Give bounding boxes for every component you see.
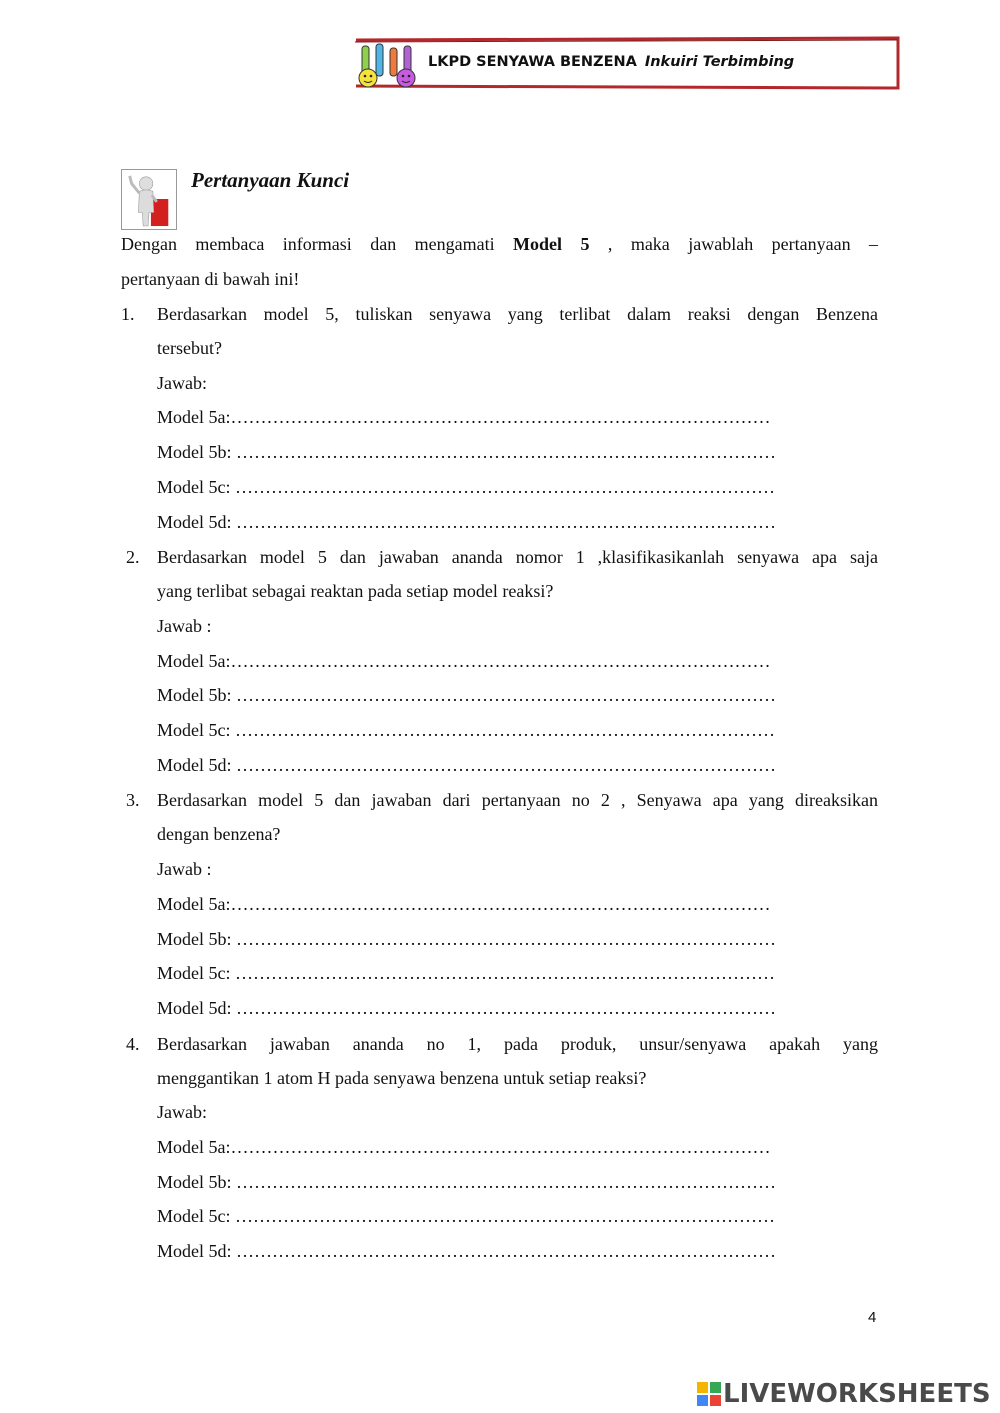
watermark-text: LIVEWORKSHEETS [723,1379,991,1409]
answer-line[interactable]: Model 5d: ……………………………………………………………………………… [157,1241,776,1261]
question-2-line-2: yang terlibat sebagai reaktan pada setiap model reaksi? [157,581,554,601]
question-4-line-2: menggantikan 1 atom H pada senyawa benzena untuk setiap reaksi? [157,1068,647,1088]
answer-line[interactable]: Model 5d: ……………………………………………………………………………… [157,512,776,532]
chemistry-flasks-icon [354,40,420,88]
header-subtitle: Inkuiri Terbimbing [644,54,795,70]
answer-line[interactable]: Model 5a:……………………………………………………………………………… [157,894,771,914]
intro-text-a: Dengan membaca informasi dan mengamati [121,234,495,254]
intro-line-2: pertanyaan di bawah ini! [121,269,300,289]
answer-line[interactable]: Model 5d: ……………………………………………………………………………… [157,755,776,775]
intro-model-ref: Model 5 [513,234,590,254]
jawab-label: Jawab : [157,616,212,636]
answer-line[interactable]: Model 5b: ……………………………………………………………………………… [157,1172,776,1192]
header-title [428,54,794,70]
question-3-line-2: dengan benzena? [157,824,281,844]
question-1-line-1: Berdasarkan model 5, tuliskan senyawa yang terlibat dalam reaksi dengan Benzena [157,304,878,324]
answer-line[interactable]: Model 5c: ……………………………………………………………………………… [157,477,775,497]
answer-line[interactable]: Model 5c: ……………………………………………………………………………… [157,1206,775,1226]
answer-line[interactable]: Model 5c: ……………………………………………………………………………… [157,963,775,983]
intro-text-b: , maka jawablah pertanyaan – [607,234,879,254]
answer-line[interactable]: Model 5b: ……………………………………………………………………………… [157,442,776,462]
jawab-label: Jawab : [157,859,212,879]
header-title-main: LKPD SENYAWA BENZENA [428,54,637,70]
answer-line[interactable]: Model 5a:……………………………………………………………………………… [157,651,771,671]
section-title: Pertanyaan Kunci [191,168,350,192]
question-2-line-1: Berdasarkan model 5 dan jawaban ananda nomor 1 ,klasifikasikanlah senyawa apa saja [157,547,878,567]
header-banner [352,36,900,90]
jawab-label: Jawab: [157,373,207,393]
question-number: 3. [126,790,140,810]
question-4-line-1: Berdasarkan jawaban ananda no 1, pada produk, unsur/senyawa apakah yang [157,1034,878,1054]
answer-line[interactable]: Model 5b: ……………………………………………………………………………… [157,685,776,705]
question-number: 4. [126,1034,140,1054]
answer-line[interactable]: Model 5a:……………………………………………………………………………… [157,1137,771,1157]
intro-line-1 [121,233,878,255]
answer-line[interactable]: Model 5a:……………………………………………………………………………… [157,407,771,427]
person-with-red-box-icon [121,169,177,230]
question-3-line-1: Berdasarkan model 5 dan jawaban dari pertanyaan no 2 , Senyawa apa yang direaksikan [157,790,878,810]
page-number: 4 [868,1309,877,1326]
answer-line[interactable]: Model 5d: ……………………………………………………………………………… [157,998,776,1018]
question-number: 2. [126,547,140,567]
answer-line[interactable]: Model 5b: ……………………………………………………………………………… [157,929,776,949]
jawab-label: Jawab: [157,1102,207,1122]
liveworksheets-watermark [697,1376,991,1412]
question-1-line-2: tersebut? [157,338,222,358]
answer-line[interactable]: Model 5c: ……………………………………………………………………………… [157,720,775,740]
question-number: 1. [121,304,135,324]
liveworksheets-logo-icon [697,1382,721,1406]
